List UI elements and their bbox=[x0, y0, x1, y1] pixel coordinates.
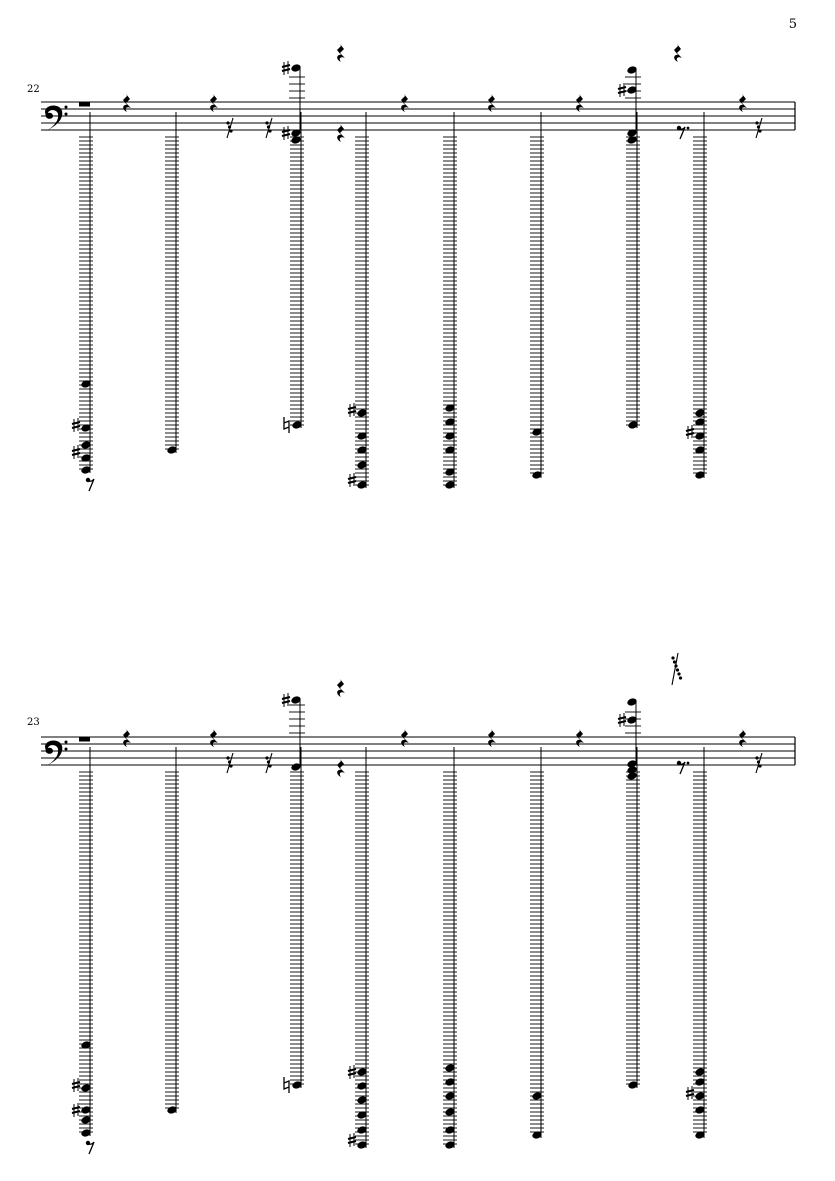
note-column bbox=[443, 112, 457, 488]
rest-flag-dot bbox=[228, 760, 231, 763]
sharp-icon bbox=[348, 1065, 356, 1079]
measure-number-22: 22 bbox=[27, 84, 40, 95]
sharp-icon bbox=[686, 425, 694, 439]
rest-flag-dot bbox=[673, 660, 676, 663]
sharp-stroke bbox=[72, 449, 80, 451]
sharp-icon bbox=[348, 1133, 356, 1147]
sharp-stroke bbox=[72, 1086, 80, 1088]
sixteenth-rest-icon bbox=[671, 653, 682, 685]
note-column bbox=[626, 112, 640, 428]
augmentation-dot bbox=[687, 762, 690, 765]
sharp-icon bbox=[282, 693, 290, 707]
sharp-stroke bbox=[348, 411, 356, 413]
note-column bbox=[530, 747, 544, 1138]
sharp-stroke bbox=[686, 1094, 694, 1096]
sharp-icon bbox=[282, 61, 290, 75]
sharp-icon bbox=[686, 1086, 694, 1100]
sharp-stroke bbox=[282, 65, 290, 67]
note-column bbox=[165, 747, 179, 1113]
sharp-stroke bbox=[348, 481, 356, 483]
sharp-icon bbox=[72, 1103, 80, 1117]
rest-flag-dot bbox=[755, 756, 758, 759]
rest-flag-dot bbox=[226, 121, 229, 124]
sharp-icon bbox=[282, 126, 290, 140]
quarter-rest-icon bbox=[674, 44, 682, 62]
eighth-rest-stem bbox=[88, 479, 94, 491]
note-column bbox=[79, 747, 93, 1136]
rest-flag-dot bbox=[677, 672, 680, 675]
page-number: 5 bbox=[788, 17, 797, 32]
note-column bbox=[290, 747, 304, 1088]
sharp-stroke bbox=[282, 701, 290, 703]
sharp-icon bbox=[348, 403, 356, 417]
eighth-rest-stem bbox=[88, 1142, 94, 1154]
note-column bbox=[355, 112, 369, 488]
clef-body bbox=[45, 740, 62, 766]
rest-flag-dot bbox=[674, 664, 677, 667]
sharp-icon bbox=[72, 418, 80, 432]
rest-flag-dot bbox=[267, 125, 270, 128]
augmentation-dot bbox=[687, 127, 690, 130]
rest-flag-dot bbox=[228, 125, 231, 128]
quarter-rest-icon bbox=[337, 44, 345, 62]
note-column bbox=[443, 747, 457, 1148]
clef-dot bbox=[65, 113, 68, 116]
note-column bbox=[165, 112, 179, 453]
half-rest-icon bbox=[79, 738, 90, 742]
notehead-icon bbox=[626, 771, 637, 781]
sharp-stroke bbox=[686, 1090, 694, 1092]
rest-flag-dot bbox=[758, 129, 761, 132]
sharp-stroke bbox=[618, 721, 626, 723]
sixteenth-rest-icon bbox=[265, 118, 272, 138]
rest-flag-dot bbox=[267, 760, 270, 763]
rest-flag-dot bbox=[671, 656, 674, 659]
rest-flag-dot bbox=[226, 756, 229, 759]
rest-flag-dot bbox=[229, 129, 232, 132]
sharp-stroke bbox=[72, 1107, 80, 1109]
sharp-icon bbox=[618, 713, 626, 727]
sixteenth-rest-icon bbox=[226, 753, 233, 773]
note-column bbox=[530, 112, 544, 478]
sharp-icon bbox=[618, 83, 626, 97]
sharp-stroke bbox=[282, 69, 290, 71]
rest-flag-dot bbox=[757, 760, 760, 763]
sharp-stroke bbox=[72, 422, 80, 424]
sixteenth-rest-icon bbox=[226, 118, 233, 138]
sharp-stroke bbox=[72, 453, 80, 455]
sharp-stroke bbox=[72, 426, 80, 428]
sixteenth-rest-icon bbox=[755, 753, 762, 773]
natural-icon bbox=[284, 1077, 289, 1093]
rest-flag-dot bbox=[755, 121, 758, 124]
clef-dot bbox=[65, 748, 68, 751]
natural-icon bbox=[284, 417, 289, 433]
sharp-icon bbox=[348, 473, 356, 487]
sharp-stroke bbox=[282, 134, 290, 136]
rest-flag-dot bbox=[679, 676, 682, 679]
eighth-rest-stem bbox=[679, 762, 685, 774]
high-chord bbox=[625, 70, 641, 130]
quarter-rest-icon bbox=[337, 759, 345, 777]
sharp-stroke bbox=[348, 1137, 356, 1139]
sixteenth-rest-icon bbox=[755, 118, 762, 138]
measure-number-23: 23 bbox=[27, 717, 40, 728]
rest-flag-dot bbox=[757, 125, 760, 128]
sharp-stroke bbox=[618, 91, 626, 93]
sharp-stroke bbox=[348, 407, 356, 409]
sharp-stroke bbox=[348, 1073, 356, 1075]
note-column bbox=[626, 747, 640, 1088]
sharp-stroke bbox=[618, 87, 626, 89]
clef-dot bbox=[65, 106, 68, 109]
rest-flag-dot bbox=[229, 764, 232, 767]
clef-dot bbox=[65, 741, 68, 744]
sharp-stroke bbox=[618, 717, 626, 719]
high-chord bbox=[289, 68, 305, 130]
sharp-stroke bbox=[348, 477, 356, 479]
high-chord bbox=[625, 702, 641, 765]
quarter-rest-icon bbox=[337, 124, 345, 142]
quarter-rest-icon bbox=[337, 679, 345, 697]
sharp-stroke bbox=[72, 1111, 80, 1113]
clef-body bbox=[45, 105, 62, 131]
sharp-stroke bbox=[348, 1141, 356, 1143]
rest-flag-dot bbox=[268, 764, 271, 767]
note-column bbox=[290, 112, 304, 428]
rest-flag-dot bbox=[265, 756, 268, 759]
rest-flag-dot bbox=[268, 129, 271, 132]
sharp-stroke bbox=[686, 433, 694, 435]
sharp-icon bbox=[72, 445, 80, 459]
sixteenth-rest-icon bbox=[265, 753, 272, 773]
high-chord bbox=[289, 700, 305, 765]
eighth-rest-stem bbox=[679, 127, 685, 139]
sharp-stroke bbox=[686, 429, 694, 431]
sharp-stroke bbox=[282, 697, 290, 699]
rest-flag-dot bbox=[676, 668, 679, 671]
rest-flag-dot bbox=[758, 764, 761, 767]
rest-flag-dot bbox=[265, 121, 268, 124]
note-column bbox=[79, 112, 93, 473]
sharp-icon bbox=[72, 1078, 80, 1092]
staff-system bbox=[41, 700, 795, 1148]
half-rest-icon bbox=[79, 103, 90, 107]
sharp-stroke bbox=[348, 1069, 356, 1071]
sharp-stroke bbox=[72, 1082, 80, 1084]
staff-system bbox=[41, 68, 795, 488]
